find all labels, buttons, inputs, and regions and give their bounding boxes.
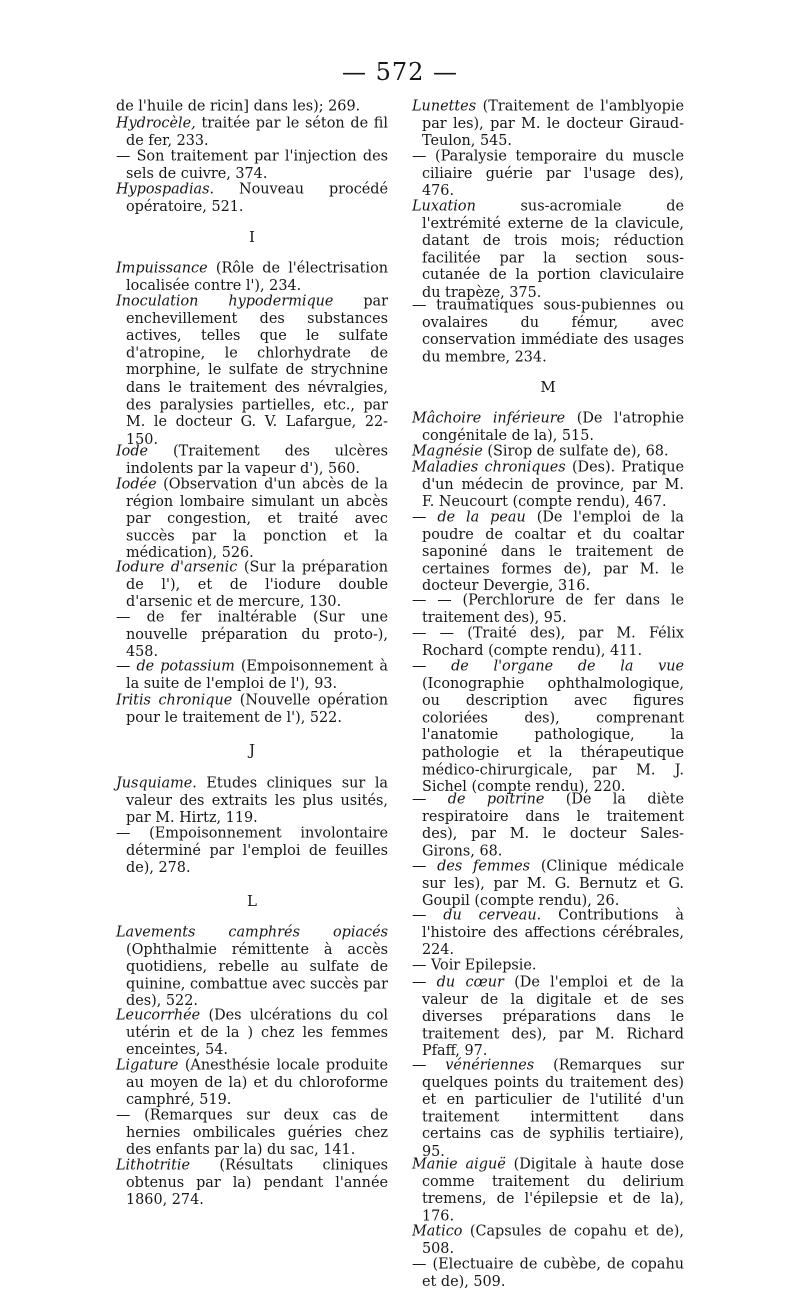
entry-text: Nouveau procédé opératoire, 521. xyxy=(126,180,389,215)
entry-term: Luxation xyxy=(412,197,476,215)
index-entry xyxy=(412,1256,684,1290)
entry-text: par enchevillement des substances actives, telles que le sulfate d'atropine, le chlorhydrate de morphine, le sulfate de strychnine dans le traitement des névralgies, des paralysies partielles, etc., par M. le docteur G. V. Lafargue, 22-150. xyxy=(126,293,388,449)
entry-text: — — (Traité des), par M. Félix Rochard (compte rendu), 411. xyxy=(412,625,684,660)
entry-text: (Digitale à haute dose comme traitement du delirium tremens, de l'épilepsie et de la), 176. xyxy=(422,1156,684,1225)
entry-text: Contributions à l'histoire des affections cérébrales, 224. xyxy=(422,907,685,959)
entry-term: Lunettes xyxy=(412,98,477,115)
index-entry xyxy=(116,825,388,877)
entry-term: Lithotritie xyxy=(116,1156,191,1174)
entry-text: sus-acromiale de l'extrémité externe de la clavicule, datant de trois mois; réduction facilitée par la section sous-cutanée de la portion claviculaire du trapèze, 375. xyxy=(422,197,684,301)
entry-text: (Rôle de l'électrisation localisée contre l'), 234. xyxy=(126,260,388,295)
entry-term: Leucorrhée xyxy=(116,1007,201,1024)
index-entry xyxy=(116,692,388,727)
entry-text: (Sur la préparation de l'), et de l'iodure double d'arsenic et de mercure, 130. xyxy=(126,558,388,610)
index-entry xyxy=(412,592,684,627)
entry-term: Ligature xyxy=(116,1057,179,1074)
index-entry xyxy=(116,98,388,115)
entry-term: Iritis chronique xyxy=(116,691,233,709)
index-entry xyxy=(412,658,684,796)
index-entry xyxy=(412,1223,684,1258)
index-entry xyxy=(412,198,684,302)
index-entry xyxy=(116,293,388,448)
index-entry xyxy=(412,148,684,200)
entry-text: — (Remarques sur deux cas de hernies ombilicales guéries chez des enfants par la) du sac, 141. xyxy=(116,1106,388,1159)
entry-term: Impuissance xyxy=(116,260,208,277)
entry-text: (Ophthalmie rémittente à accès quotidiens, rebelle au sulfate de quinine, combattue avec succès par des), 522. xyxy=(126,941,388,1011)
entry-term: Maladies chroniques xyxy=(412,459,566,476)
index-entry xyxy=(412,410,684,445)
section-letter: I xyxy=(249,228,255,247)
entry-text: (Remarques sur quelques points du traitement des) et en particulier de l'utilité d'un traitement intermittent dans certains cas de syphilis tertiaire), 95. xyxy=(422,1056,684,1160)
index-entry xyxy=(116,115,388,150)
entry-term: — du cerveau. xyxy=(412,907,542,924)
entry-term: Magnésie xyxy=(412,442,483,460)
index-entry xyxy=(412,297,684,366)
page-number: — 572 — xyxy=(341,58,459,86)
index-entry xyxy=(412,443,684,460)
entry-text: — de fer inaltérable (Sur une nouvelle préparation du proto-), 458. xyxy=(116,608,388,660)
entry-text: — Voir Epilepsie. xyxy=(412,957,537,974)
entry-text: (Des). Pratique d'un médecin de province, par M. F. Neucourt (compte rendu), 467. xyxy=(422,459,684,511)
entry-term: Jusquiame. xyxy=(116,774,197,792)
entry-term: — de la peau xyxy=(412,509,526,526)
entry-text: (Sirop de sulfate de), 68. xyxy=(487,442,669,460)
index-entry xyxy=(412,974,684,1060)
entry-text: (De l'emploi et de la valeur de la digitale et de ses diverses préparations dans le traitement des), par M. Richard Pfaff, 97. xyxy=(422,973,685,1060)
entry-term: Iode xyxy=(116,442,149,460)
entry-term: — des femmes xyxy=(412,857,531,875)
entry-text: de l'huile de ricin] dans les); 269. xyxy=(116,98,361,115)
entry-term: Manie aiguë xyxy=(412,1156,506,1173)
entry-text: traitée par le séton de fil de fer, 233. xyxy=(126,114,388,149)
index-entry xyxy=(412,509,684,595)
index-entry xyxy=(116,1157,388,1209)
entry-term: Iodée xyxy=(116,475,157,493)
index-entry xyxy=(116,181,388,216)
entry-text: (Des ulcérations du col utérin et de la ) chez les femmes enceintes, 54. xyxy=(126,1007,388,1059)
entry-text: — (Electuaire de cubèbe, de copahu et de), 509. xyxy=(412,1255,684,1290)
index-entry xyxy=(412,625,684,660)
index-entry xyxy=(412,957,684,974)
entry-term: — vénériennes xyxy=(412,1056,535,1074)
index-entry xyxy=(412,1057,684,1161)
index-entry xyxy=(412,858,684,910)
entry-text: (Iconographie ophthalmologique, ou description avec figures coloriées des), comprenant l'anatomie pathologique, la pathologie et la thérapeutique médico-chirurgicale, par M. J. Sichel (compte rendu), 220. xyxy=(422,675,684,796)
entry-text: Etudes cliniques sur la valeur des extraits les plus usités, par M. Hirtz, 119. xyxy=(126,774,389,826)
index-entry xyxy=(116,559,388,611)
entry-term: Matico xyxy=(412,1222,463,1240)
entry-text: (Anesthésie locale produite au moyen de la) et du chloroforme camphré, 519. xyxy=(126,1057,389,1109)
entry-text: (Traitement de l'amblyopie par les), par M. le docteur Giraud-Teulon, 545. xyxy=(422,98,684,150)
entry-text: — — (Perchlorure de fer dans le traitement des), 95. xyxy=(412,592,684,626)
entry-term: — de l'organe de la vue xyxy=(412,658,684,676)
entry-term: Mâchoire inférieure xyxy=(412,409,566,427)
index-entry xyxy=(116,924,388,1010)
index-column-right xyxy=(412,98,684,1289)
index-entry xyxy=(116,1107,388,1159)
entry-term: Lavements camphrés opiacés xyxy=(116,924,388,941)
entry-text: (Empoisonnement à la suite de l'emploi de l'), 93. xyxy=(126,658,389,693)
index-entry xyxy=(412,791,684,860)
index-entry xyxy=(412,459,684,511)
entry-term: — du cœur xyxy=(412,973,504,991)
entry-term: Iodure d'arsenic xyxy=(116,558,238,576)
index-entry xyxy=(412,907,684,959)
index-entry xyxy=(116,476,388,562)
section-letter: L xyxy=(247,892,257,911)
entry-term: Hypospadias. xyxy=(116,180,215,198)
index-entry xyxy=(116,1007,388,1059)
entry-text: (Observation d'un abcès de la région lombaire simulant un abcès par congestion, et traité avec succès par la ponction et la médication), 526. xyxy=(126,475,388,562)
index-entry xyxy=(116,775,388,827)
entry-text: — traumatiques sous-pubiennes ou ovalaires du fémur, avec conservation immédiate des usages du membre, 234. xyxy=(412,297,684,366)
section-letter: M xyxy=(540,377,556,396)
entry-text: (Résultats cliniques obtenus par la) pendant l'année 1860, 274. xyxy=(126,1156,388,1208)
index-entry xyxy=(116,260,388,295)
entry-text: — Son traitement par l'injection des sels de cuivre, 374. xyxy=(116,147,388,182)
index-entry xyxy=(116,609,388,661)
index-entry xyxy=(116,148,388,183)
entry-text: (Clinique médicale sur les), par M. G. Bernutz et G. Goupil (compte rendu), 26. xyxy=(422,857,684,909)
index-column-left xyxy=(116,98,388,1206)
index-entry xyxy=(116,1057,388,1109)
entry-text: (Capsules de copahu et de), 508. xyxy=(422,1222,684,1257)
entry-term: — de poitrine xyxy=(412,791,545,808)
index-entry xyxy=(116,443,388,478)
section-letter: J xyxy=(248,740,255,759)
index-entry xyxy=(412,98,684,150)
index-entry xyxy=(116,658,388,693)
entry-text: (De l'emploi de la poudre de coaltar et du coaltar saponiné dans le traitement de certaines formes de), par M. le docteur Devergie, 316. xyxy=(422,509,684,595)
entry-text: (De l'atrophie congénitale de la), 515. xyxy=(422,409,684,444)
entry-term: — de potassium xyxy=(116,658,235,676)
entry-text: — (Paralysie temporaire du muscle ciliaire guérie par l'usage des), 476. xyxy=(412,147,684,199)
entry-text: (Traitement des ulcères indolents par la vapeur d'), 560. xyxy=(126,442,388,477)
entry-text: (De la diète respiratoire dans le traitement des), par M. le docteur Sales-Girons, 68. xyxy=(422,791,684,860)
entry-text: — (Empoisonnement involontaire déterminé par l'emploi de feuilles de), 278. xyxy=(116,824,388,876)
entry-text: (Nouvelle opération pour le traitement de l'), 522. xyxy=(126,691,389,726)
index-entry xyxy=(412,1156,684,1225)
entry-term: Inoculation hypodermique xyxy=(116,293,334,310)
entry-term: Hydrocèle, xyxy=(116,114,196,132)
